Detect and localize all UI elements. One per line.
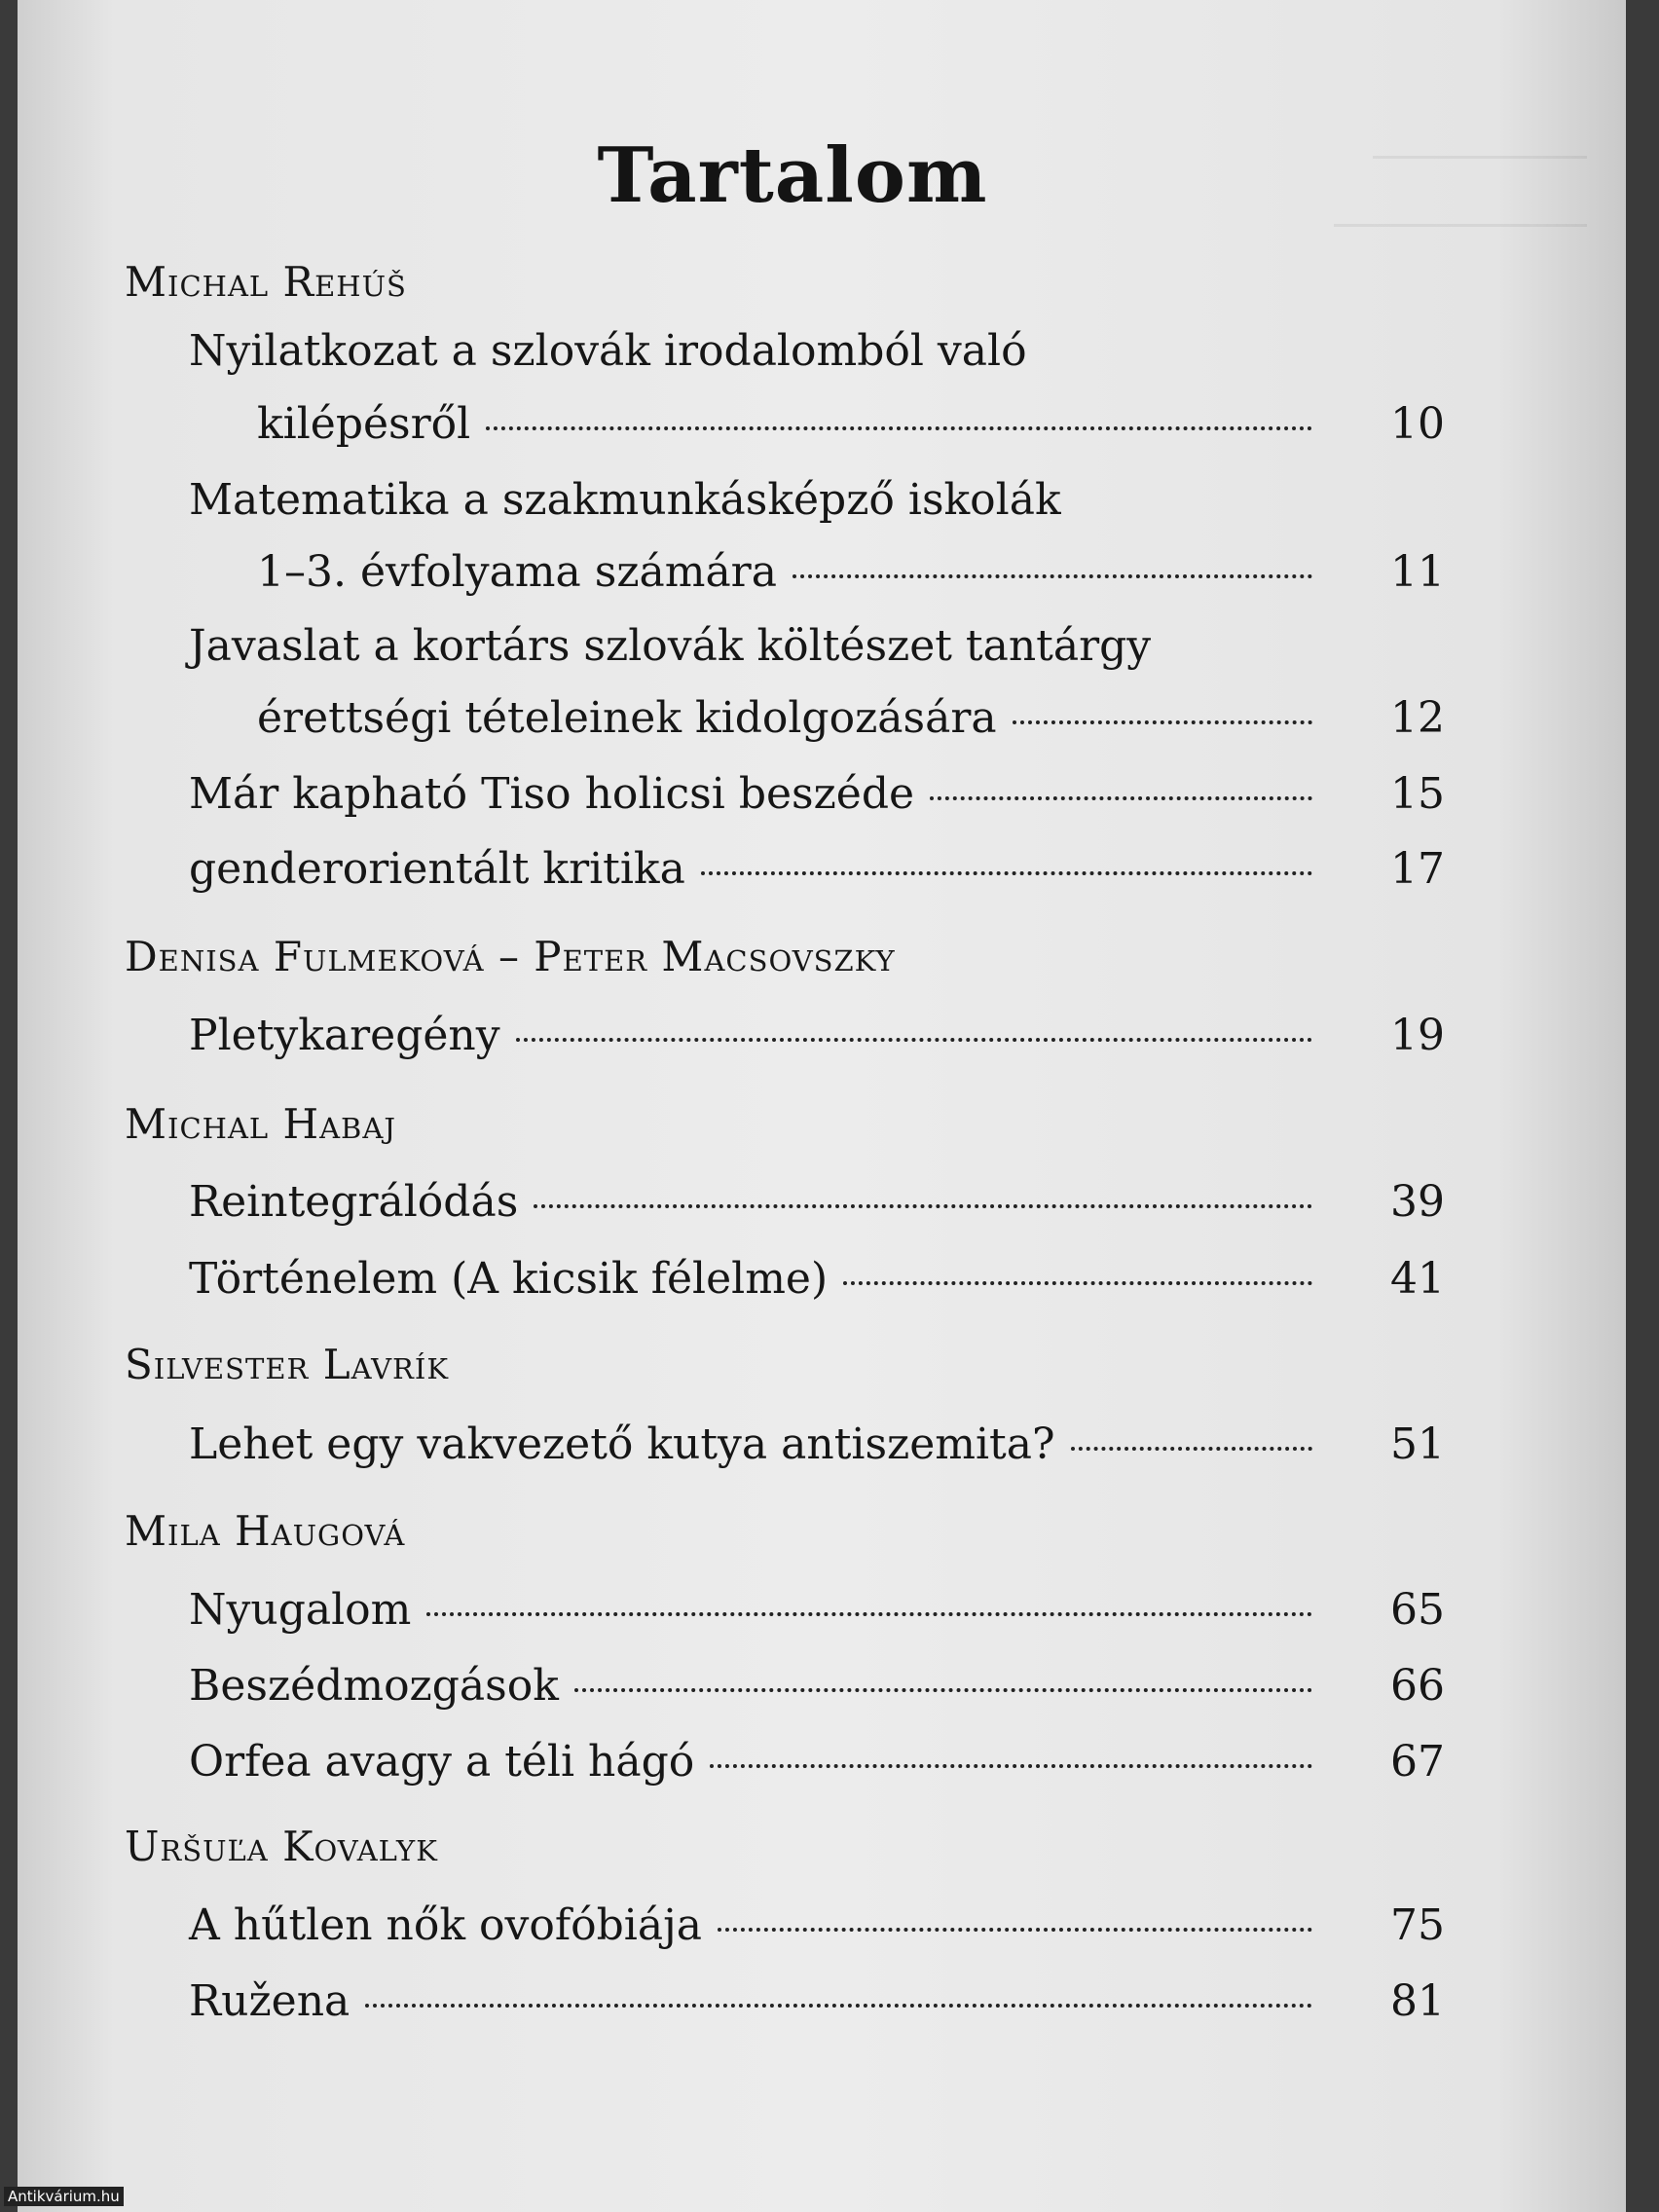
entry-title: érettségi tételeinek kidolgozására xyxy=(257,693,997,743)
dot-leader xyxy=(1071,1447,1312,1451)
author-heading: Uršuľa Kovalyk xyxy=(125,1823,438,1870)
toc-entry[interactable] xyxy=(189,1732,1445,1792)
toc-entry[interactable] xyxy=(189,1656,1445,1716)
page-number: 11 xyxy=(1390,547,1445,597)
dot-leader xyxy=(843,1281,1312,1285)
dot-leader xyxy=(718,1928,1312,1932)
entry-title: Lehet egy vakvezető kutya antiszemita? xyxy=(189,1419,1055,1469)
page-number: 39 xyxy=(1390,1177,1445,1227)
page-number: 51 xyxy=(1390,1419,1445,1469)
entry-title: kilépésről xyxy=(257,399,471,449)
dot-leader xyxy=(701,871,1312,875)
toc-entry[interactable] xyxy=(189,1415,1445,1475)
toc-entry[interactable] xyxy=(189,1249,1445,1309)
page-number: 67 xyxy=(1390,1737,1445,1787)
entry-title: A hűtlen nők ovofóbiája xyxy=(189,1900,702,1950)
author-heading: Silvester Lavrík xyxy=(125,1341,450,1388)
toc-entry[interactable] xyxy=(257,394,1445,455)
toc-entry[interactable] xyxy=(189,1006,1445,1066)
dot-leader xyxy=(426,1612,1312,1616)
author-heading: Mila Haugová xyxy=(125,1507,406,1555)
author-heading: Denisa Fulmeková – Peter Macsovszky xyxy=(125,933,896,980)
toc-entry[interactable] xyxy=(189,839,1445,900)
dot-leader xyxy=(710,1764,1312,1768)
page-number: 15 xyxy=(1390,769,1445,819)
toc-entry[interactable] xyxy=(189,1972,1445,2032)
entry-title: Ružena xyxy=(189,1976,350,2026)
page-number: 17 xyxy=(1390,844,1445,894)
page-title: Tartalom xyxy=(597,131,988,220)
dot-leader xyxy=(516,1038,1312,1042)
dot-leader xyxy=(930,796,1312,800)
dot-leader xyxy=(486,426,1312,430)
page-number: 41 xyxy=(1390,1254,1445,1304)
entry-title: Beszédmozgások xyxy=(189,1661,559,1711)
page-number: 10 xyxy=(1390,399,1445,449)
toc-entry[interactable] xyxy=(189,764,1445,825)
dot-leader xyxy=(1013,720,1312,724)
toc-entry[interactable] xyxy=(257,542,1445,603)
entry-title: Történelem (A kicsik félelme) xyxy=(189,1254,829,1304)
entry-title: Matematika a szakmunkásképző iskolák xyxy=(189,475,1061,525)
toc-entry-line xyxy=(189,470,1445,531)
book-page xyxy=(18,0,1626,2212)
dot-leader xyxy=(793,574,1312,578)
page-number: 19 xyxy=(1390,1011,1445,1060)
entry-title: genderorientált kritika xyxy=(189,844,685,894)
toc-entry-line xyxy=(189,321,1445,382)
entry-title: Javaslat a kortárs szlovák költészet tantárgy xyxy=(189,621,1152,671)
entry-title: Orfea avagy a téli hágó xyxy=(189,1737,695,1787)
toc-entry[interactable] xyxy=(189,1580,1445,1641)
bleed-through xyxy=(1334,224,1587,227)
page-number: 75 xyxy=(1390,1900,1445,1950)
entry-title: 1–3. évfolyama számára xyxy=(257,547,777,597)
page-number: 81 xyxy=(1390,1976,1445,2026)
author-heading: Michal Rehúš xyxy=(125,258,407,306)
author-heading: Michal Habaj xyxy=(125,1100,396,1148)
page-number: 65 xyxy=(1390,1585,1445,1635)
entry-title: Reintegrálódás xyxy=(189,1177,519,1227)
dot-leader xyxy=(534,1204,1312,1208)
toc-entry-line xyxy=(189,616,1445,677)
entry-title: Pletykaregény xyxy=(189,1011,500,1060)
entry-title: Nyilatkozat a szlovák irodalomból való xyxy=(189,326,1027,376)
entry-title: Nyugalom xyxy=(189,1585,412,1635)
toc-entry[interactable] xyxy=(189,1896,1445,1956)
watermark: Antikvárium.hu xyxy=(4,2187,124,2206)
entry-title: Már kapható Tiso holicsi beszéde xyxy=(189,769,915,819)
dot-leader xyxy=(574,1688,1312,1692)
page-number: 66 xyxy=(1390,1661,1445,1711)
dot-leader xyxy=(365,2004,1312,2008)
toc-entry[interactable] xyxy=(189,1172,1445,1233)
page-number: 12 xyxy=(1390,693,1445,743)
toc-entry[interactable] xyxy=(257,688,1445,749)
